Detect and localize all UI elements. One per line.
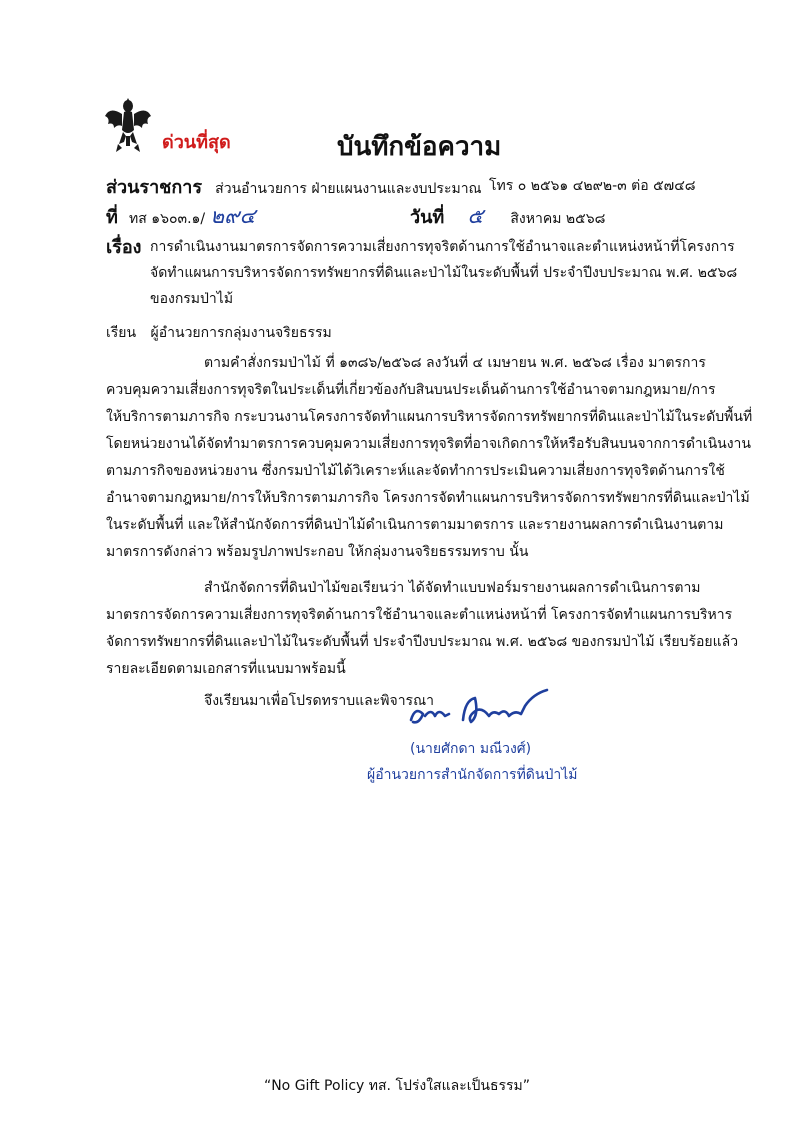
urgency-stamp: ด่วนที่สุด [162,132,231,153]
paragraph-2-line: รายละเอียดตามเอกสารที่แนบมาพร้อมนี้ [106,661,346,677]
reference-row [106,200,255,233]
paragraph-1-line: ควบคุมความเสี่ยงการทุจริตในประเด็นที่เกี่ยวข้องกับสินบนประเด็นด้านการใช้อำนาจตามกฎหมาย/การ [106,382,716,398]
reference-label: ที่ [106,207,118,228]
signatory-position: ผู้อำนวยการสำนักจัดการที่ดินป่าไม้ [367,767,578,783]
salutation-recipient: ผู้อำนวยการกลุ่มงานจริยธรรม [150,325,332,341]
agency-phone: โทร ๐ ๒๕๖๑ ๔๒๙๒-๓ ต่อ ๕๗๔๘ [489,178,696,194]
date-handwritten-day: ๕ [467,204,484,228]
agency-label: ส่วนราชการ [106,177,203,198]
paragraph-1-line: ในระดับพื้นที่ และให้สำนักจัดการที่ดินป่าไม้ดำเนินการตามมาตรการ และรายงานผลการดำเนินงานตาม [106,517,724,533]
salutation-label: เรียน [106,325,137,341]
subject-line: ของกรมป่าไม้ [150,291,234,307]
agency-row [106,172,482,201]
reference-prefix: ทส ๑๖๐๓.๑/ [128,211,206,227]
footer-slogan: “No Gift Policy ทส. โปร่งใสและเป็นธรรม” [263,1078,531,1094]
date-label: วันที่ [410,207,445,228]
paragraph-2-line: จัดการทรัพยากรที่ดินและป่าไม้ในระดับพื้นที่ ประจำปีงบประมาณ พ.ศ. ๒๕๖๘ ของกรมป่าไม้ เรียบร้อยแล้ว [106,634,739,650]
paragraph-1-line: โดยหน่วยงานได้จัดทำมาตรการควบคุมความเสี่ยงการทุจริตที่อาจเกิดการให้หรือรับสินบนจากการดำเนินงาน [106,436,751,452]
memo-title: บันทึกข้อความ [337,132,502,162]
date-row [410,200,605,233]
date-month-year: สิงหาคม ๒๕๖๘ [510,211,606,227]
garuda-emblem-icon [104,96,152,154]
signatory-name: (นายศักดา มณีวงศ์) [410,741,532,757]
paragraph-1-line: มาตรการดังกล่าว พร้อมรูปภาพประกอบ ให้กลุ่มงานจริยธรรมทราบ นั้น [106,544,529,560]
paragraph-2-line: มาตรการจัดการความเสี่ยงการทุจริตด้านการใช้อำนาจและตำแหน่งหน้าที่ โครงการจัดทำแผนการบริหาร [106,607,733,623]
subject-label: เรื่อง [106,237,142,258]
subject-line: จัดทำแผนการบริหารจัดการทรัพยากรที่ดินและป่าไม้ในระดับพื้นที่ ประจำปีงบประมาณ พ.ศ. ๒๕๖๘ [150,265,738,281]
agency-value: ส่วนอำนวยการ ฝ่ายแผนงานและงบประมาณ [215,181,482,197]
paragraph-2-line: สำนักจัดการที่ดินป่าไม้ขอเรียนว่า ได้จัดทำแบบฟอร์มรายงานผลการดำเนินการตาม [204,580,701,596]
salutation [106,322,332,344]
paragraph-1-line: ตามภารกิจของหน่วยงาน ซึ่งกรมป่าไม้ได้วิเคราะห์และจัดทำการประเมินความเสี่ยงการทุจริตด้านการใช้ [106,463,725,479]
paragraph-1-line: ตามคำสั่งกรมป่าไม้ ที่ ๑๓๘๖/๒๕๖๘ ลงวันที่ ๔ เมษายน พ.ศ. ๒๕๖๘ เรื่อง มาตรการ [204,355,706,371]
reference-handwritten-number: ๒๙๔ [210,204,256,228]
handwritten-signature [405,686,555,734]
paragraph-1-line: อำนาจตามกฎหมาย/การให้บริการตามภารกิจ โครงการจัดทำแผนการบริหารจัดการทรัพยากรที่ดินและป่าไม้ [106,490,750,506]
subject-line: การดำเนินงานมาตรการจัดการความเสี่ยงการทุจริตด้านการใช้อำนาจและตำแหน่งหน้าที่โครงการ [150,239,735,255]
closing-line: จึงเรียนมาเพื่อโปรดทราบและพิจารณา [204,693,434,709]
paragraph-1-line: ให้บริการตามภารกิจ กระบวนงานโครงการจัดทำแผนการบริหารจัดการทรัพยากรที่ดินและป่าไม้ในระดับพื้นที่ [106,409,753,425]
